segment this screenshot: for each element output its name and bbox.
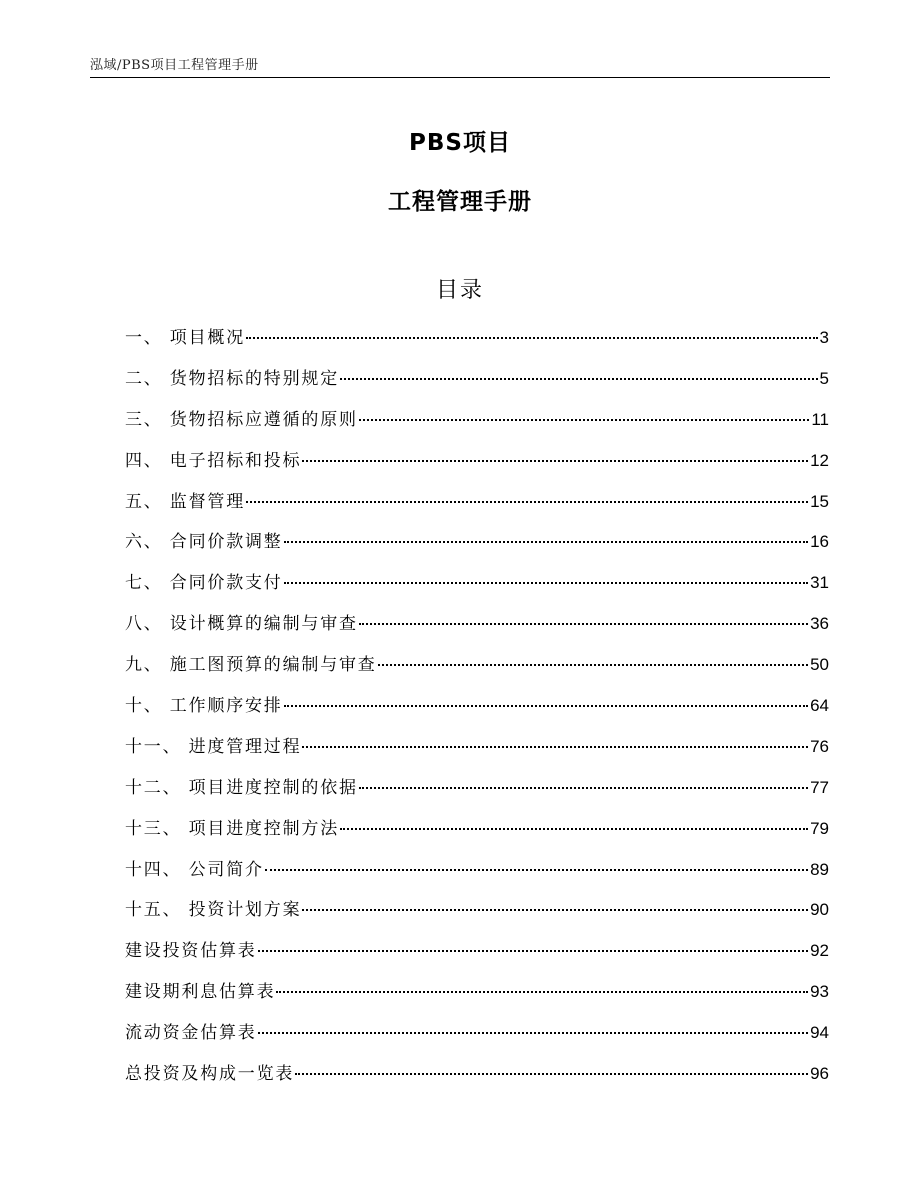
toc-entry-page-number: 15 <box>810 491 829 511</box>
toc-dot-leader <box>284 541 808 543</box>
document-title-line-1: PBS项目 <box>409 130 511 156</box>
toc-entry-label: 总投资及构成一览表 <box>125 1064 295 1085</box>
toc-entry-label: 九、 施工图预算的编制与审查 <box>125 655 377 676</box>
toc-entry-label: 十三、 项目进度控制方法 <box>125 818 340 839</box>
toc-entry-page-number: 12 <box>810 450 829 470</box>
toc-entry-page-number: 11 <box>811 409 829 429</box>
toc-entry[interactable] <box>125 323 829 364</box>
toc-dot-leader <box>340 378 818 380</box>
toc-entry-label: 五、 监督管理 <box>125 491 246 512</box>
toc-dot-leader <box>284 582 808 584</box>
toc-entry[interactable] <box>125 936 829 977</box>
toc-entry-label: 十二、 项目进度控制的依据 <box>125 777 358 798</box>
toc-entry-label: 十、 工作顺序安排 <box>125 696 283 717</box>
toc-dot-leader <box>340 828 808 830</box>
toc-dot-leader <box>359 787 808 789</box>
toc-entry[interactable] <box>125 977 829 1018</box>
toc-entry-label: 三、 货物招标应遵循的原则 <box>125 409 358 430</box>
toc-dot-leader <box>359 419 810 421</box>
toc-dot-leader <box>302 746 808 748</box>
toc-entry[interactable] <box>125 1018 829 1059</box>
toc-dot-leader <box>302 909 808 911</box>
toc-entry[interactable] <box>125 691 829 732</box>
toc-entry-page-number: 5 <box>819 368 829 388</box>
toc-dot-leader <box>359 623 808 625</box>
toc-entry-label: 六、 合同价款调整 <box>125 532 283 553</box>
toc-entry-page-number: 77 <box>810 777 829 797</box>
toc-dot-leader <box>258 1032 808 1034</box>
toc-dot-leader <box>246 337 818 339</box>
toc-entry[interactable] <box>125 895 829 936</box>
toc-entry[interactable] <box>125 732 829 773</box>
toc-dot-leader <box>302 460 808 462</box>
toc-entry-label: 四、 电子招标和投标 <box>125 450 302 471</box>
toc-entry-label: 八、 设计概算的编制与审查 <box>125 614 358 635</box>
toc-dot-leader <box>265 869 808 871</box>
toc-entry-label: 二、 货物招标的特别规定 <box>125 368 340 389</box>
toc-entry[interactable] <box>125 568 829 609</box>
toc-entry-page-number: 36 <box>810 614 829 634</box>
toc-dot-leader <box>276 991 808 993</box>
toc-entry-page-number: 3 <box>819 328 829 347</box>
toc-entry-label: 七、 合同价款支付 <box>125 573 283 594</box>
toc-entry-label: 建设投资估算表 <box>125 941 257 962</box>
toc-entry-label: 十一、 进度管理过程 <box>125 736 302 757</box>
toc-entry[interactable] <box>125 364 829 405</box>
toc-entry[interactable] <box>125 855 829 896</box>
toc-entry-page-number: 90 <box>810 900 829 920</box>
toc-entry-label: 十四、 公司简介 <box>125 859 264 880</box>
table-of-contents <box>125 323 829 1100</box>
toc-entry[interactable] <box>125 650 829 691</box>
toc-entry-page-number: 89 <box>810 859 829 879</box>
toc-dot-leader <box>258 950 808 952</box>
toc-dot-leader <box>378 664 808 666</box>
toc-entry-page-number: 79 <box>810 818 829 838</box>
toc-entry[interactable] <box>125 773 829 814</box>
toc-entry-page-number: 76 <box>810 736 829 756</box>
toc-entry-page-number: 92 <box>810 941 829 961</box>
toc-entry-page-number: 94 <box>810 1023 829 1043</box>
toc-entry[interactable] <box>125 527 829 568</box>
toc-entry[interactable] <box>125 446 829 487</box>
toc-entry-page-number: 93 <box>810 982 829 1002</box>
toc-dot-leader <box>295 1073 808 1075</box>
toc-entry[interactable] <box>125 814 829 855</box>
toc-entry-label: 一、 项目概况 <box>125 328 246 348</box>
toc-entry-label: 十五、 投资计划方案 <box>125 900 302 921</box>
toc-entry-page-number: 31 <box>810 573 829 593</box>
toc-entry-page-number: 50 <box>810 655 829 675</box>
toc-heading: 目录 <box>435 278 484 303</box>
document-title-line-2: 工程管理手册 <box>388 189 532 215</box>
toc-entry-label: 流动资金估算表 <box>125 1023 257 1044</box>
toc-entry[interactable] <box>125 487 829 528</box>
toc-dot-leader <box>284 705 808 707</box>
toc-entry[interactable] <box>125 1059 829 1100</box>
toc-entry-page-number: 64 <box>810 696 829 716</box>
toc-entry-label: 建设期利息估算表 <box>125 982 276 1003</box>
toc-entry[interactable] <box>125 405 829 446</box>
toc-entry[interactable] <box>125 609 829 650</box>
header-divider <box>90 77 830 78</box>
toc-entry-page-number: 16 <box>810 532 829 552</box>
page-header: 泓域/PBS项目工程管理手册 <box>90 58 259 73</box>
toc-entry-page-number: 96 <box>810 1064 829 1084</box>
toc-dot-leader <box>246 501 808 503</box>
